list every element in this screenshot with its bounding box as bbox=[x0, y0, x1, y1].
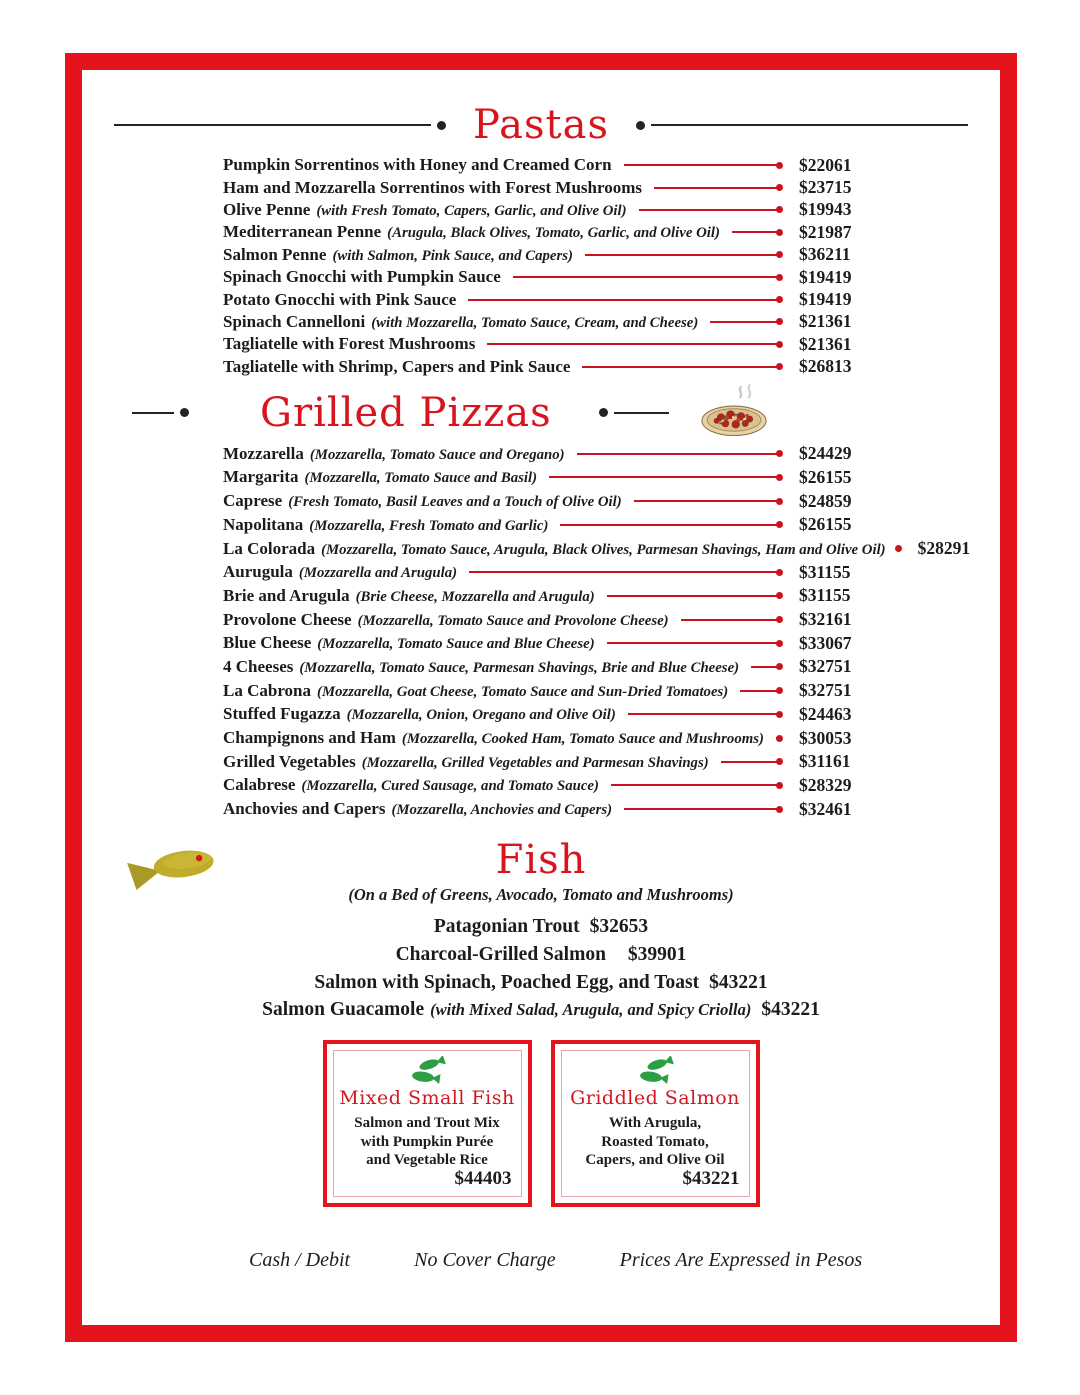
item-price: $32751 bbox=[799, 656, 852, 677]
menu-border-frame bbox=[65, 53, 1017, 1342]
menu-item-row bbox=[223, 466, 859, 490]
menu-item-row bbox=[223, 726, 859, 750]
item-name: Tagliatelle with Shrimp, Capers and Pink Sauce bbox=[223, 356, 571, 376]
leader-line bbox=[487, 343, 779, 345]
item-label bbox=[223, 539, 886, 559]
menu-item-row bbox=[223, 221, 859, 243]
item-description: (Mozzarella, Onion, Oregano and Olive Oil) bbox=[346, 707, 616, 724]
menu-item-row bbox=[223, 537, 971, 561]
item-label bbox=[223, 704, 616, 724]
box-line: Salmon and Trout Mix bbox=[354, 1115, 500, 1132]
menu-item-row bbox=[223, 702, 859, 726]
menu-item-row bbox=[223, 176, 859, 198]
item-price: $43221 bbox=[761, 999, 820, 1021]
menu-item-row bbox=[223, 679, 859, 703]
item-label bbox=[223, 633, 595, 653]
menu-item-row bbox=[223, 797, 859, 821]
leader-line bbox=[654, 187, 779, 189]
special-box bbox=[551, 1040, 760, 1207]
fish-item-row bbox=[82, 996, 1000, 1024]
leader-line bbox=[624, 808, 779, 810]
menu-item-row bbox=[223, 750, 859, 774]
leader-line bbox=[628, 713, 779, 715]
leader-line bbox=[710, 321, 779, 323]
item-label bbox=[223, 491, 622, 511]
double-fish-icon bbox=[562, 1056, 749, 1086]
item-description: (Mozzarella, Tomato Sauce, Parmesan Shavings, Brie and Blue Cheese) bbox=[299, 659, 740, 676]
item-name: Salmon with Spinach, Poached Egg, and Toast bbox=[314, 971, 700, 993]
item-description: (Mozzarella, Fresh Tomato and Garlic) bbox=[309, 517, 549, 534]
item-description: (Fresh Tomato, Basil Leaves and a Touch of Olive Oil) bbox=[288, 494, 622, 511]
fish-item-row bbox=[82, 941, 1000, 969]
item-price: $19943 bbox=[799, 199, 852, 220]
item-name: Charcoal-Grilled Salmon bbox=[395, 943, 606, 965]
leader-line bbox=[585, 254, 779, 256]
menu-item-row bbox=[223, 154, 859, 176]
leader-line bbox=[776, 737, 779, 739]
section-title-pastas: Pastas bbox=[473, 102, 609, 148]
item-name: Blue Cheese bbox=[223, 633, 312, 653]
fish-list bbox=[82, 913, 1000, 1024]
item-description: (with Fresh Tomato, Capers, Garlic, and Olive Oil) bbox=[316, 202, 627, 219]
item-label bbox=[223, 444, 565, 464]
item-name: Margarita bbox=[223, 467, 299, 487]
item-price: $31161 bbox=[799, 751, 851, 772]
item-description: (Mozzarella, Tomato Sauce and Blue Cheese) bbox=[317, 636, 595, 653]
section-fish bbox=[82, 837, 1000, 1024]
item-label bbox=[223, 357, 570, 377]
section-pastas bbox=[82, 102, 1000, 378]
box-title: Mixed Small Fish bbox=[339, 1087, 515, 1110]
item-price: $24463 bbox=[799, 703, 852, 724]
item-name: Salmon Guacamole bbox=[262, 999, 425, 1021]
leader-line bbox=[634, 500, 779, 502]
item-price: $19419 bbox=[799, 266, 852, 287]
item-label bbox=[223, 728, 764, 748]
item-label bbox=[223, 657, 739, 677]
item-price: $31155 bbox=[799, 561, 851, 582]
item-label bbox=[223, 290, 456, 310]
fish-item-row bbox=[82, 969, 1000, 997]
item-name: Champignons and Ham bbox=[223, 728, 396, 747]
item-name: Olive Penne bbox=[223, 199, 311, 219]
menu-item-row bbox=[223, 244, 859, 266]
menu-item-row bbox=[223, 608, 859, 632]
divider-line-right bbox=[614, 412, 669, 414]
menu-content bbox=[82, 70, 1000, 1325]
leader-line bbox=[468, 299, 779, 301]
fish-subtitle: (On a Bed of Greens, Avocado, Tomato and Mushrooms) bbox=[348, 884, 734, 904]
item-name: Calabrese bbox=[223, 775, 296, 795]
divider-line-left bbox=[132, 412, 174, 414]
leader-line bbox=[549, 476, 779, 478]
fish-icon bbox=[126, 839, 226, 900]
box-line: Roasted Tomato, bbox=[601, 1133, 709, 1150]
menu-item-row bbox=[223, 489, 859, 513]
menu-item-row bbox=[223, 631, 859, 655]
item-label bbox=[223, 245, 573, 265]
box-price: $43221 bbox=[682, 1168, 740, 1190]
item-price: $21361 bbox=[799, 333, 852, 354]
menu-item-row bbox=[223, 311, 859, 333]
item-name: Mediterranean Penne bbox=[223, 222, 382, 242]
item-name: Ham and Mozzarella Sorrentinos with Forest Mushrooms bbox=[223, 177, 642, 197]
item-name: Pumpkin Sorrentinos with Honey and Creamed Corn bbox=[223, 155, 612, 175]
item-price: $19419 bbox=[799, 289, 852, 310]
item-price: $22061 bbox=[799, 154, 852, 175]
item-description: (Brie Cheese, Mozzarella and Arugula) bbox=[355, 588, 595, 605]
item-description: (Mozzarella, Tomato Sauce and Basil) bbox=[304, 470, 538, 487]
item-price: $28329 bbox=[799, 774, 852, 795]
item-price: $33067 bbox=[799, 632, 852, 653]
box-line: With Arugula, bbox=[608, 1115, 702, 1132]
menu-item-row bbox=[223, 560, 859, 584]
item-price: $31155 bbox=[799, 585, 851, 606]
item-description: (Mozzarella, Goat Cheese, Tomato Sauce and Sun-Dried Tomatoes) bbox=[317, 683, 729, 700]
item-label bbox=[223, 155, 612, 175]
item-price: $24429 bbox=[799, 443, 852, 464]
item-price: $43221 bbox=[709, 971, 768, 993]
item-name: 4 Cheeses bbox=[223, 656, 294, 676]
section-title-fish: Fish bbox=[495, 836, 587, 883]
leader-line bbox=[721, 761, 779, 763]
item-description: (Mozzarella, Grilled Vegetables and Parmesan Shavings) bbox=[361, 754, 709, 771]
menu-item-row bbox=[223, 442, 859, 466]
item-price: $21987 bbox=[799, 221, 852, 242]
menu-item-row bbox=[223, 774, 859, 798]
item-description: (Mozzarella and Arugula) bbox=[298, 565, 458, 582]
item-price: $32751 bbox=[799, 680, 852, 701]
leader-line bbox=[577, 453, 779, 455]
leader-line bbox=[639, 209, 779, 211]
item-name: La Cabrona bbox=[223, 680, 312, 700]
leader-line bbox=[681, 619, 779, 621]
item-name: Spinach Cannelloni bbox=[223, 311, 366, 331]
item-label bbox=[223, 200, 627, 220]
fish-item-row bbox=[82, 913, 1000, 941]
item-label bbox=[223, 752, 709, 772]
item-label bbox=[223, 562, 457, 582]
leader-line bbox=[611, 784, 779, 786]
section-pizzas bbox=[82, 390, 1000, 821]
item-price: $26155 bbox=[799, 514, 852, 535]
item-name: Mozzarella bbox=[223, 443, 304, 463]
item-name: Potato Gnocchi with Pink Sauce bbox=[223, 289, 457, 309]
item-name: Tagliatelle with Forest Mushrooms bbox=[223, 334, 476, 354]
item-name: Spinach Gnocchi with Pumpkin Sauce bbox=[223, 267, 501, 287]
leader-line bbox=[513, 276, 779, 278]
item-label bbox=[223, 312, 698, 332]
item-description: (Mozzarella, Cured Sausage, and Tomato Sauce) bbox=[301, 778, 599, 795]
item-name: Brie and Arugula bbox=[223, 585, 350, 605]
item-label bbox=[223, 467, 537, 487]
leader-line bbox=[469, 571, 779, 573]
item-name: Anchovies and Capers bbox=[223, 799, 386, 819]
item-label bbox=[223, 586, 595, 606]
pastas-header bbox=[82, 102, 1000, 148]
menu-item-row bbox=[223, 288, 859, 310]
item-price: $30053 bbox=[799, 727, 852, 748]
item-name: Aurugula bbox=[223, 562, 293, 582]
item-price: $32161 bbox=[799, 609, 852, 630]
pizza-icon bbox=[695, 384, 773, 442]
divider-line-right bbox=[651, 124, 968, 126]
leader-line bbox=[624, 164, 779, 166]
leader-line bbox=[560, 524, 779, 526]
item-price: $23715 bbox=[799, 177, 852, 198]
item-description: (Mozzarella, Tomato Sauce and Oregano) bbox=[309, 446, 565, 463]
leader-line bbox=[732, 231, 779, 233]
item-description: (with Mixed Salad, Arugula, and Spicy Criolla) bbox=[430, 1000, 752, 1020]
item-price: $32461 bbox=[799, 798, 852, 819]
item-price: $28291 bbox=[917, 538, 971, 558]
menu-item-row bbox=[223, 513, 859, 537]
item-price: $26155 bbox=[799, 466, 852, 487]
footer-cover: No Cover Charge bbox=[414, 1249, 556, 1272]
item-name: Provolone Cheese bbox=[223, 609, 352, 629]
box-line: with Pumpkin Purée bbox=[360, 1133, 494, 1150]
item-price: $32653 bbox=[589, 915, 649, 937]
item-label bbox=[223, 267, 501, 287]
item-name: Salmon Penne bbox=[223, 244, 327, 264]
item-label bbox=[223, 222, 720, 242]
item-price: $36211 bbox=[799, 244, 851, 265]
item-description: (Arugula, Black Olives, Tomato, Garlic, and Olive Oil) bbox=[387, 225, 720, 242]
item-description: (with Mozzarella, Tomato Sauce, Cream, and Cheese) bbox=[371, 314, 699, 331]
footer-currency: Prices Are Expressed in Pesos bbox=[619, 1249, 863, 1272]
leader-line bbox=[740, 690, 779, 692]
pizzas-list bbox=[223, 442, 971, 821]
item-label bbox=[223, 681, 728, 701]
menu-item-row bbox=[223, 356, 859, 378]
menu-item-row bbox=[223, 655, 859, 679]
item-description: (Mozzarella, Cooked Ham, Tomato Sauce and Mushrooms) bbox=[401, 731, 764, 747]
item-description: (with Salmon, Pink Sauce, and Capers) bbox=[332, 247, 573, 264]
item-description: (Mozzarella, Anchovies and Capers) bbox=[391, 802, 613, 819]
menu-item-row bbox=[223, 199, 859, 221]
item-name: Stuffed Fugazza bbox=[223, 704, 341, 724]
special-boxes bbox=[82, 1040, 1000, 1207]
item-description: (Mozzarella, Tomato Sauce and Provolone Cheese) bbox=[357, 612, 669, 629]
item-name: Caprese bbox=[223, 491, 283, 511]
item-price: $26813 bbox=[799, 356, 852, 377]
leader-line bbox=[607, 642, 779, 644]
item-price: $21361 bbox=[799, 311, 852, 332]
item-label bbox=[223, 178, 642, 198]
pizzas-header bbox=[82, 390, 1000, 436]
menu-item-row bbox=[223, 333, 859, 355]
box-title: Griddled Salmon bbox=[570, 1087, 740, 1110]
footer-notes bbox=[249, 1249, 1000, 1272]
item-price: $39901 bbox=[627, 943, 687, 965]
box-line: and Vegetable Rice bbox=[366, 1152, 488, 1169]
item-label bbox=[223, 334, 475, 354]
special-box bbox=[323, 1040, 532, 1207]
item-label bbox=[223, 799, 612, 819]
section-title-pizzas: Grilled Pizzas bbox=[260, 389, 552, 436]
menu-item-row bbox=[223, 584, 859, 608]
item-price: $24859 bbox=[799, 490, 852, 511]
item-name: Patagonian Trout bbox=[433, 915, 580, 937]
pastas-list bbox=[223, 154, 859, 378]
leader-line bbox=[607, 595, 779, 597]
divider-line-left bbox=[114, 124, 431, 126]
leader-line bbox=[751, 666, 779, 668]
item-description: (Mozzarella, Tomato Sauce, Arugula, Black Olives, Parmesan Shavings, Ham and Olive Oil) bbox=[321, 541, 886, 558]
item-label bbox=[223, 515, 548, 535]
item-name: Napolitana bbox=[223, 514, 304, 534]
item-label bbox=[223, 775, 599, 795]
double-fish-icon bbox=[334, 1056, 521, 1086]
item-name: Grilled Vegetables bbox=[223, 751, 356, 771]
item-name: La Colorada bbox=[223, 538, 316, 558]
footer-payment: Cash / Debit bbox=[249, 1249, 351, 1272]
menu-item-row bbox=[223, 266, 859, 288]
leader-line bbox=[582, 366, 779, 368]
box-line: Capers, and Olive Oil bbox=[585, 1152, 725, 1169]
box-price: $44403 bbox=[454, 1168, 512, 1190]
item-label bbox=[223, 610, 669, 630]
